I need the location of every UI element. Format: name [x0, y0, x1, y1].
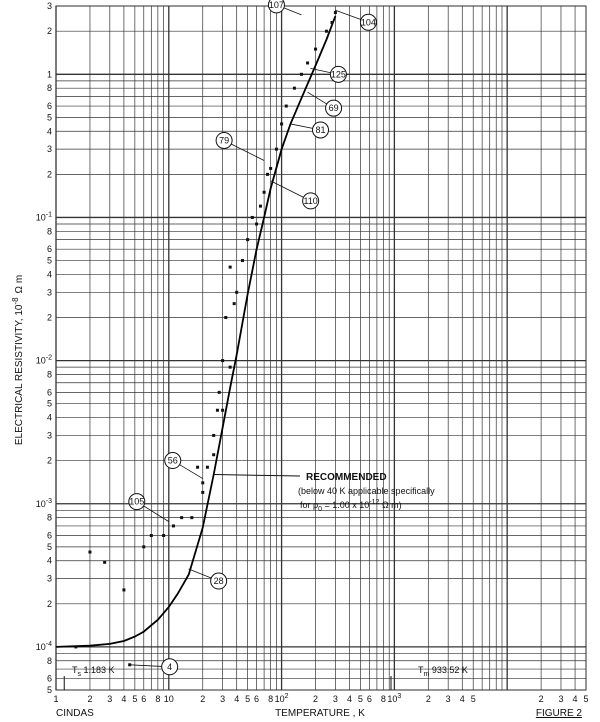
- x-tick-label: 4: [459, 694, 465, 704]
- y-tick-label: 2: [46, 598, 52, 609]
- data-point: [251, 216, 254, 219]
- data-point: [74, 645, 77, 648]
- x-tick-exponent: 2: [284, 693, 289, 700]
- annotation-label: 56: [167, 455, 178, 466]
- y-tick-label: $10^{-3}$: [35, 497, 52, 509]
- y-tick-exponent: -3: [45, 497, 52, 505]
- x-tick-label: 1: [53, 694, 59, 704]
- x-tick-label: 6: [141, 694, 147, 704]
- data-point: [221, 409, 224, 412]
- y-tick-label: 8: [46, 655, 52, 666]
- data-point: [280, 122, 283, 125]
- x-tick-exponent: 3: [397, 693, 402, 700]
- data-point: [196, 466, 199, 469]
- y-tick-label: 2: [46, 26, 52, 37]
- y-tick-label: 8: [46, 369, 52, 380]
- data-point: [233, 302, 236, 305]
- x-axis-label: TEMPERATURE , K: [275, 708, 365, 719]
- y-tick-label: 6: [46, 673, 52, 684]
- y-tick-label: 5: [46, 398, 52, 409]
- data-point: [266, 173, 269, 176]
- y-tick-label: 1: [46, 69, 52, 80]
- data-point: [142, 545, 145, 548]
- y-tick-exponent: -2: [45, 354, 52, 362]
- data-point: [229, 266, 232, 269]
- x-tick-label: 2: [425, 694, 431, 704]
- data-point: [190, 516, 193, 519]
- data-point: [285, 105, 288, 108]
- data-point: [224, 316, 227, 319]
- y-tick-label: 8: [46, 512, 52, 523]
- annotation-label: 69: [328, 103, 339, 114]
- x-tick-label: 4: [572, 694, 578, 704]
- x-tick-label: 4: [346, 694, 352, 704]
- x-tick-label: $10^2$: [274, 693, 289, 704]
- x-tick-label: 2: [87, 694, 93, 704]
- data-point: [306, 61, 309, 64]
- y-tick-label: 4: [46, 269, 52, 280]
- x-tick-label: 2: [200, 694, 206, 704]
- data-point: [216, 409, 219, 412]
- annotation-label: 104: [360, 17, 376, 28]
- data-point: [103, 561, 106, 564]
- x-tick-label: 8: [380, 694, 386, 704]
- plot-frame: [56, 6, 586, 690]
- x-tick-label: 5: [132, 694, 138, 704]
- recommended-curve: [56, 16, 335, 647]
- tm-label: $T_m$ 933.52 K: [418, 665, 468, 678]
- recommended-note-line-2: for $\rho_0 = 1.00$ x $10^{-12}$ Ω m): [300, 499, 402, 513]
- y-tick-exponent: -1: [45, 211, 52, 219]
- x-tick-label: 3: [332, 694, 338, 704]
- y-tick-label: 5: [46, 112, 52, 123]
- data-point: [162, 534, 165, 537]
- data-point: [150, 534, 153, 537]
- y-tick-label: 4: [46, 126, 52, 137]
- annotation-label: 105: [129, 496, 145, 507]
- data-point: [221, 359, 224, 362]
- x-tick-label: 2: [313, 694, 319, 704]
- x-tick-label: 8: [155, 694, 161, 704]
- chart-grid: [56, 6, 586, 690]
- data-point: [235, 291, 238, 294]
- recommended-callout: [214, 472, 435, 513]
- data-point: [331, 21, 334, 24]
- y-tick-label: 2: [46, 169, 52, 180]
- y-tick-label: 3: [46, 1, 52, 11]
- annotation-label: 81: [315, 124, 326, 135]
- x-tick-label: 4: [121, 694, 127, 704]
- data-point: [122, 588, 125, 591]
- data-point: [314, 48, 317, 51]
- x-tick-label: $10^3$: [387, 693, 402, 704]
- y-tick-label: 4: [46, 555, 52, 566]
- y-tick-label: 3: [46, 430, 52, 441]
- annotation-label: 125: [330, 69, 346, 80]
- data-point: [334, 11, 337, 14]
- x-tick-label: 5: [245, 694, 251, 704]
- ts-marker: [64, 665, 114, 690]
- x-tick-label: 5: [357, 694, 363, 704]
- x-tick-label: 3: [107, 694, 113, 704]
- y-axis-label: ELECTRICAL RESISTIVITY, $10^{-8}\Omega$ m: [11, 274, 25, 446]
- y-tick-label: $10^{-2}$: [35, 354, 52, 366]
- data-point: [293, 87, 296, 90]
- data-point: [212, 434, 215, 437]
- x-tick-label: 6: [366, 694, 372, 704]
- y-tick-label: $10^{-4}$: [35, 640, 52, 652]
- annotation-label: 79: [219, 135, 230, 146]
- x-tick-label: 10: [163, 694, 174, 704]
- data-point: [201, 491, 204, 494]
- y-tick-labels: [36, 1, 52, 695]
- y-tick-label: 8: [46, 83, 52, 94]
- x-tick-label: 2: [538, 694, 544, 704]
- annotation-label: 110: [303, 195, 318, 206]
- x-tick-label: 4: [234, 694, 240, 704]
- annotation-label: 28: [213, 576, 224, 587]
- y-tick-label: 2: [46, 312, 52, 323]
- x-tick-label: 5: [583, 694, 589, 704]
- data-point: [325, 30, 328, 33]
- y-tick-label: 6: [46, 244, 52, 255]
- x-tick-label: 3: [558, 694, 564, 704]
- data-point: [259, 205, 262, 208]
- x-tick-labels: [53, 693, 588, 704]
- ts-label: $T_s$ 1.183 K: [72, 665, 115, 678]
- y-tick-label: 3: [46, 287, 52, 298]
- y-tick-label: 2: [46, 455, 52, 466]
- annotation-label: 4: [167, 661, 173, 672]
- recommended-note-line-1: (below 40 K applicable specifically: [298, 486, 435, 496]
- data-point: [263, 191, 266, 194]
- annotation-label: 107: [268, 0, 284, 10]
- x-tick-label: 6: [254, 694, 260, 704]
- data-point: [269, 167, 272, 170]
- y-tick-label: 3: [46, 573, 52, 584]
- data-point: [246, 238, 249, 241]
- x-tick-label: 8: [268, 694, 274, 704]
- data-point: [201, 481, 204, 484]
- y-tick-label: 6: [46, 101, 52, 112]
- y-tick-label: 6: [46, 387, 52, 398]
- y-tick-label: 5: [46, 685, 52, 695]
- x-tick-label: 3: [445, 694, 451, 704]
- y-tick-label: 4: [46, 412, 52, 423]
- data-point: [88, 551, 91, 554]
- x-tick-label: 5: [470, 694, 476, 704]
- data-point: [172, 524, 175, 527]
- data-point: [275, 148, 278, 151]
- footer-right-figure: FIGURE 2: [535, 708, 582, 719]
- data-point: [241, 259, 244, 262]
- x-tick-label: 3: [220, 694, 226, 704]
- y-tick-label: 6: [46, 530, 52, 541]
- data-point: [229, 366, 232, 369]
- data-point: [255, 223, 258, 226]
- data-point: [206, 466, 209, 469]
- data-point: [300, 73, 303, 76]
- y-tick-label: 5: [46, 255, 52, 266]
- y-tick-label: 8: [46, 226, 52, 237]
- recommended-label: RECOMMENDED: [306, 472, 387, 483]
- footer-left-cindas: CINDAS: [56, 708, 94, 719]
- data-point: [180, 516, 183, 519]
- y-tick-exponent: -4: [45, 640, 52, 648]
- annotations-layer: [129, 0, 377, 675]
- y-tick-label: 5: [46, 541, 52, 552]
- data-point: [212, 453, 215, 456]
- y-tick-label: 3: [46, 144, 52, 155]
- recommended-curve-layer: [56, 16, 335, 647]
- data-point: [218, 391, 221, 394]
- y-tick-label: $10^{-1}$: [35, 211, 52, 223]
